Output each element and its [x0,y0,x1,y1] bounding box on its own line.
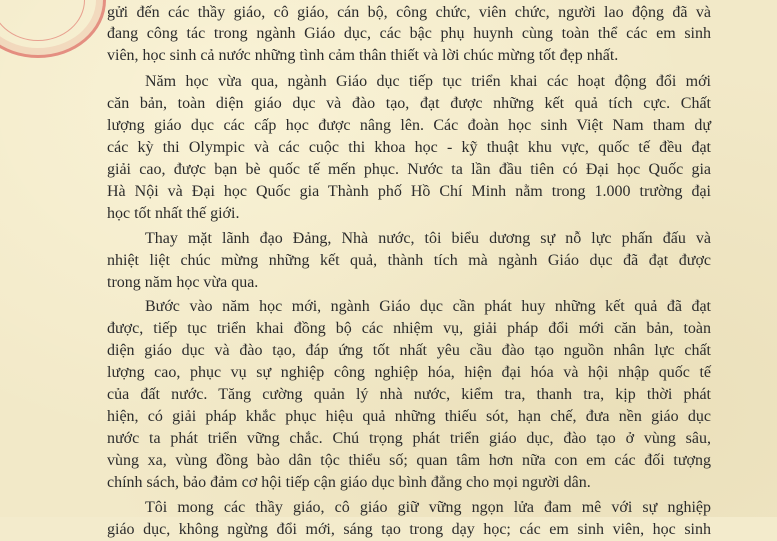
letter-line: căn bản, toàn diện giáo dục và đào tạo, đạt được những kết quả tích cực. Chất [107,95,711,112]
letter-line: Năm học vừa qua, ngành Giáo dục tiếp tục triển khai các hoạt động đổi mới [145,73,711,90]
letter-line: giáo dục, không ngừng đổi mới, sáng tạo trong dạy học; các em sinh viên, học sinh [107,521,711,538]
red-seal-stamp [0,0,106,58]
letter-line: giải cao, được bạn bè quốc tế mến phục. Nước ta lần đầu tiên có Đại học Quốc gia [107,161,711,178]
letter-line: Thay mặt lãnh đạo Đảng, Nhà nước, tôi biểu dương sự nỗ lực phấn đấu và [145,230,711,247]
letter-line: Hà Nội và Đại học Quốc gia Thành phố Hồ Chí Minh nằm trong 1.000 trường đại [107,183,711,200]
letter-line: Tôi mong các thầy giáo, cô giáo giữ vững ngọn lửa đam mê với sự nghiệp [145,499,711,516]
letter-line: các kỳ thi Olympic và các cuộc thi khoa học - kỹ thuật khu vực, quốc tế đều đạt [107,139,711,156]
letter-line: đang công tác trong ngành Giáo dục, các bậc phụ huynh cùng toàn thể các em sinh [107,25,711,42]
letter-line: chính sách, bảo đảm cơ hội tiếp cận giáo dục bình đẳng cho mọi người dân. [107,474,591,491]
letter-line: diện giáo dục và đào tạo, đáp ứng tốt nhất yêu cầu đào tạo nguồn nhân lực chất [107,342,711,359]
letter-line: lượng cao, phục vụ sự nghiệp công nghiệp hóa, hiện đại hóa và hội nhập quốc tế [107,364,711,381]
letter-line: hiện, có giải pháp khắc phục hiệu quả những thiếu sót, hạn chế, đưa nền giáo dục [107,408,711,425]
letter-line: nhiệt liệt chúc mừng những kết quả, thành tích mà ngành Giáo dục đã đạt được [107,252,711,269]
letter-line: vùng xa, vùng đồng bào dân tộc thiểu số; quan tâm hơn nữa con em các đối tượng [107,452,711,469]
letter-line: gửi đến các thầy giáo, cô giáo, cán bộ, công chức, viên chức, người lao động đã và [107,4,711,21]
letter-line: được, tiếp tục triển khai đồng bộ các nhiệm vụ, giải pháp đổi mới căn bản, toàn [107,320,711,337]
letter-line: của đất nước. Tăng cường quản lý nhà nước, kiểm tra, thanh tra, kịp thời phát [107,386,711,403]
letter-line: trong năm học vừa qua. [107,274,259,291]
letter-line: viên, học sinh cả nước những tình cảm thân thiết và lời chúc mừng tốt đẹp nhất. [107,47,619,64]
letter-line: nước ta phát triển vững chắc. Chú trọng phát triển giáo dục, đào tạo ở vùng sâu, [107,430,711,447]
letter-line: học tốt nhất thế giới. [107,205,240,222]
letter-line: lượng giáo dục các cấp học được nâng lên. Các đoàn học sinh Việt Nam tham dự [107,117,711,134]
letter-line: Bước vào năm học mới, ngành Giáo dục cần phát huy những kết quả đã đạt [145,298,711,315]
